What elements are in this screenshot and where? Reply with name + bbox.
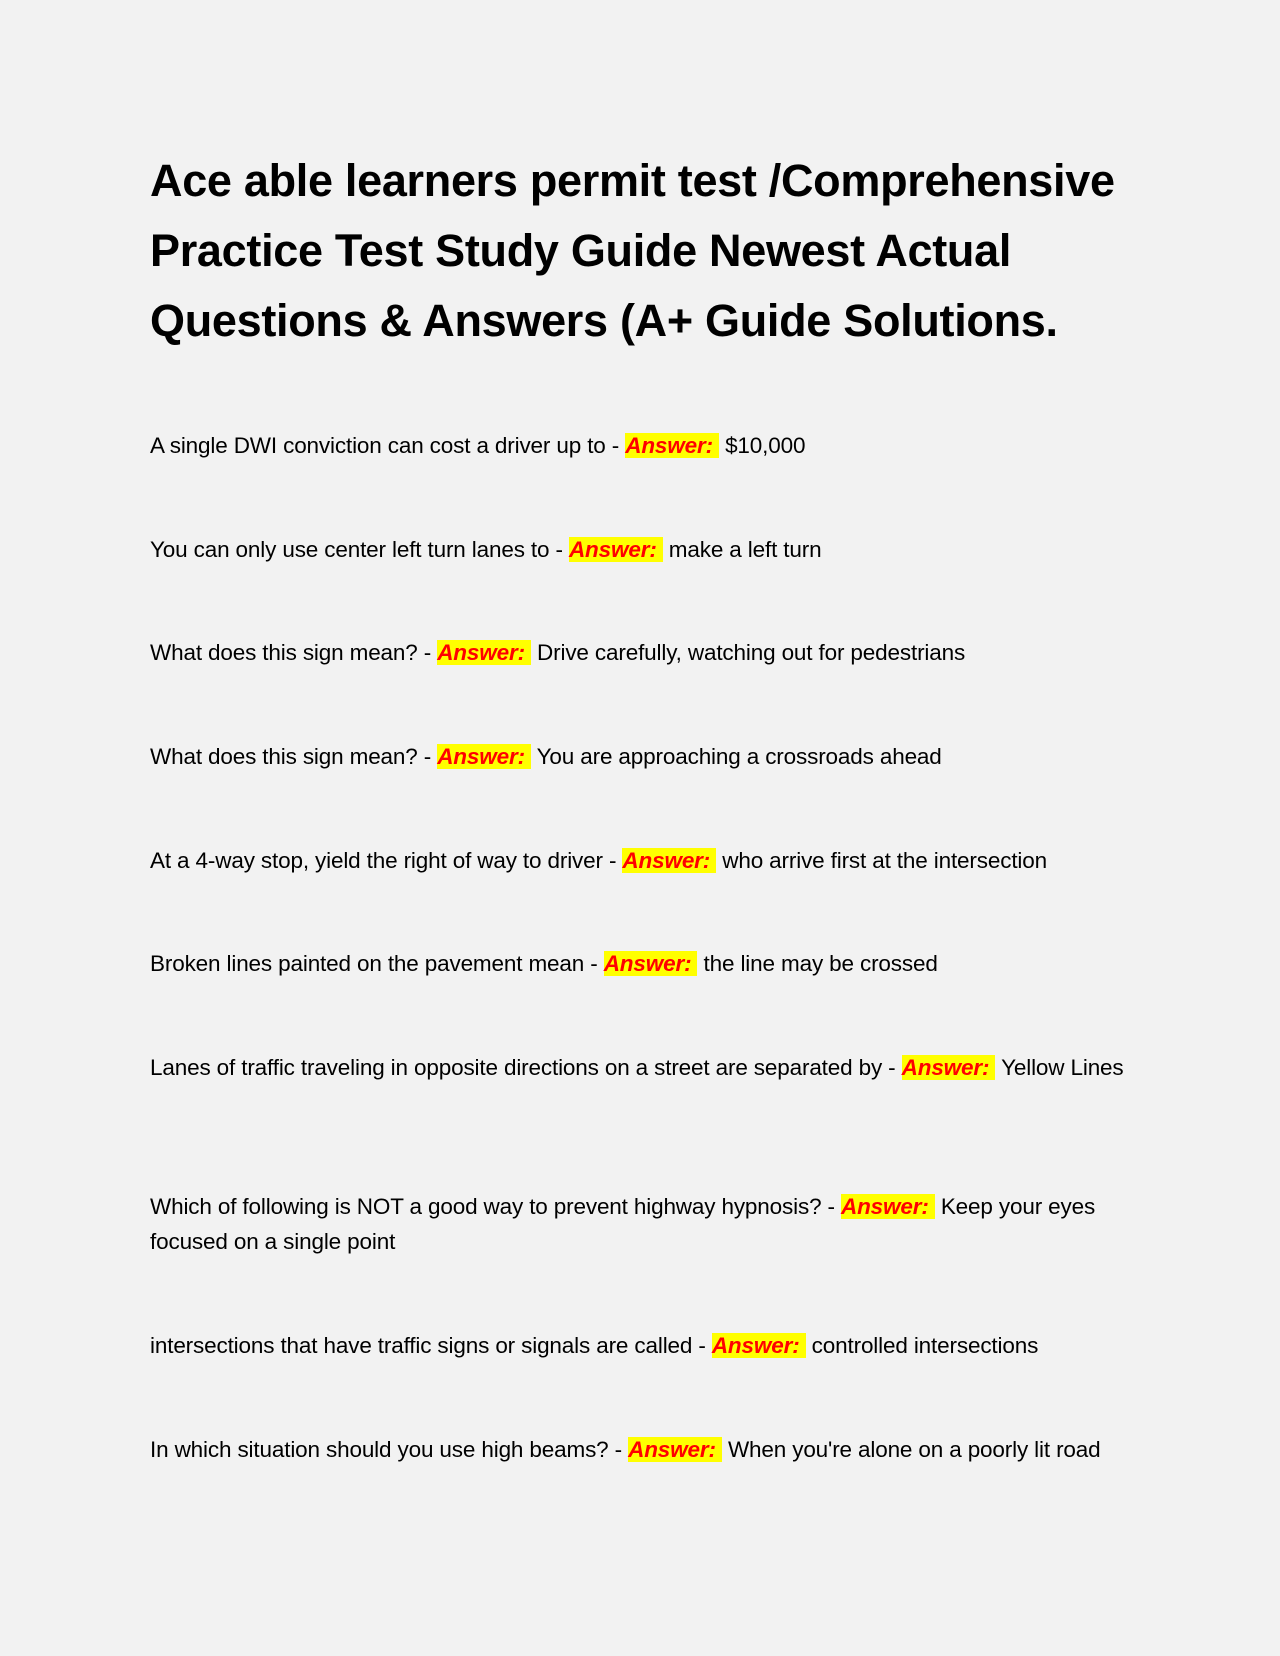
- answer-text: $10,000: [725, 433, 806, 458]
- qa-item: [150, 946, 1140, 981]
- qa-item: [150, 635, 1140, 670]
- separator: -: [882, 1055, 902, 1080]
- answer-text: Drive carefully, watching out for pedestrians: [537, 640, 966, 665]
- question-text: At a 4-way stop, yield the right of way to driver: [150, 848, 603, 873]
- question-text: A single DWI conviction can cost a driver up to: [150, 433, 606, 458]
- answer-label: Answer:: [569, 537, 663, 562]
- qa-item: [150, 1328, 1140, 1363]
- answer-text: make a left turn: [668, 537, 822, 562]
- qa-item: [150, 428, 1140, 463]
- answer-label: Answer:: [622, 848, 716, 873]
- qa-item: [150, 1432, 1140, 1467]
- separator: -: [602, 848, 623, 873]
- qa-item: [150, 1189, 1140, 1259]
- answer-label: Answer:: [902, 1055, 996, 1080]
- qa-item: [150, 1050, 1140, 1085]
- separator: -: [608, 1437, 629, 1462]
- answer-label: Answer:: [604, 951, 698, 976]
- separator: -: [605, 433, 626, 458]
- answer-label: Answer:: [625, 433, 719, 458]
- question-text: Lanes of traffic traveling in opposite directions on a street are separated by: [150, 1055, 883, 1080]
- question-text: Which of following is NOT a good way to prevent highway hypnosis?: [150, 1194, 822, 1219]
- answer-text: You are approaching a crossroads ahead: [536, 744, 942, 769]
- answer-text: the line may be crossed: [703, 951, 938, 976]
- separator: -: [584, 951, 604, 976]
- answer-label: Answer:: [437, 744, 531, 769]
- answer-label: Answer:: [841, 1194, 935, 1219]
- answer-label: Answer:: [712, 1333, 806, 1358]
- separator: -: [417, 744, 438, 769]
- qa-item: [150, 739, 1140, 774]
- answer-label: Answer:: [437, 640, 531, 665]
- question-text: What does this sign mean?: [150, 640, 418, 665]
- question-text: In which situation should you use high beams?: [150, 1437, 609, 1462]
- qa-item: [150, 843, 1140, 878]
- separator: -: [821, 1194, 841, 1219]
- answer-text: Keep your eyes focused on a single point: [150, 1194, 1096, 1254]
- answer-text: Yellow Lines: [1001, 1055, 1124, 1080]
- separator: -: [549, 537, 569, 562]
- separator: -: [417, 640, 438, 665]
- document-title: Ace able learners permit test /Comprehensive Practice Test Study Guide Newest Actual Questions & Answers (A+ Guide Solutions.: [150, 155, 1115, 346]
- answer-label: Answer:: [628, 1437, 722, 1462]
- answer-text: who arrive first at the intersection: [722, 848, 1047, 873]
- separator: -: [692, 1333, 712, 1358]
- question-text: You can only use center left turn lanes to: [150, 537, 550, 562]
- question-text: intersections that have traffic signs or signals are called: [150, 1333, 693, 1358]
- qa-item: [150, 532, 1140, 567]
- answer-text: controlled intersections: [811, 1333, 1039, 1358]
- answer-text: When you're alone on a poorly lit road: [727, 1437, 1101, 1462]
- question-text: What does this sign mean?: [150, 744, 418, 769]
- question-text: Broken lines painted on the pavement mean: [150, 951, 585, 976]
